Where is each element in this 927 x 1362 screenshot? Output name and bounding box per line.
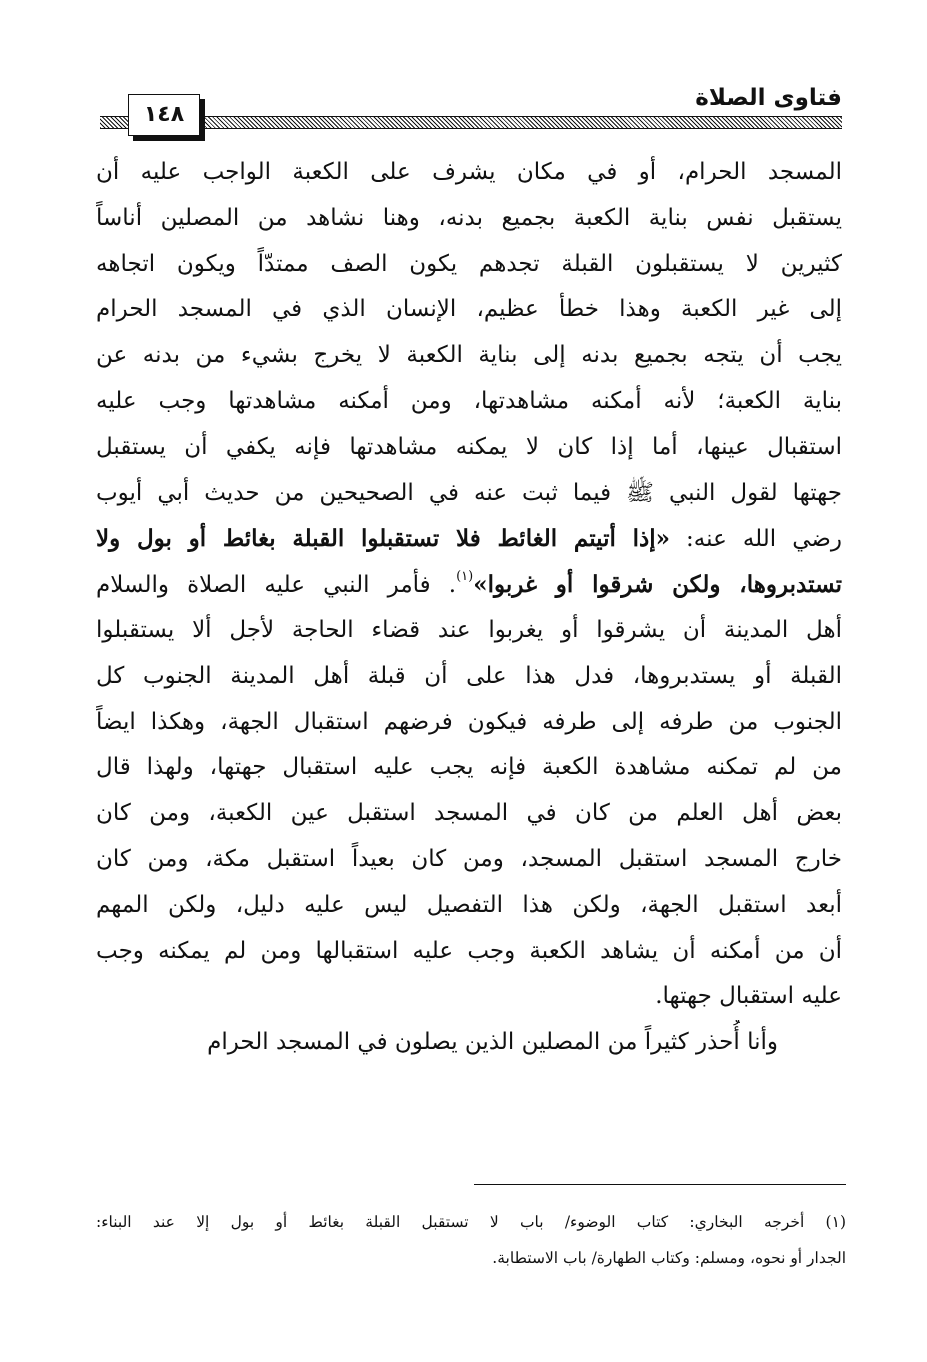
text-line: خارج المسجد استقبل المسجد، ومن كان بعيداً استقبل مكة، ومن كان bbox=[96, 845, 842, 872]
text-line: كثيرين لا يستقبلون القبلة تجدهم يكون الصف ممتدّاً ويكون اتجاهه bbox=[96, 250, 842, 277]
text-line: عليه استقبال جهتها. bbox=[655, 983, 842, 1010]
text-line: أهل المدينة أن يشرقوا أو يغربوا عند قضاء الحاجة لأجل ألا يستقبلوا bbox=[96, 616, 842, 643]
text-line: أن من أمكنه أن يشاهد الكعبة وجب عليه استقبالها ومن لم يمكنه وجب bbox=[96, 937, 842, 964]
text-line-hadith-start bbox=[96, 516, 842, 562]
text-line: إلى غير الكعبة وهذا خطأ عظيم، الإنسان الذي في المسجد الحرام bbox=[96, 296, 842, 323]
header-title: فتاوى الصلاة bbox=[687, 82, 842, 114]
text-segment: . فأمر النبي عليه الصلاة والسلام bbox=[96, 572, 457, 599]
text-line: من لم تمكنه مشاهدة الكعبة فإنه يجب عليه استقبال جهتها، ولهذا قال bbox=[96, 754, 842, 781]
text-line: بناية الكعبة؛ لأنه أمكنه مشاهدتها، ومن أمكنه مشاهدتها وجب عليه bbox=[96, 387, 842, 414]
text-line: جهتها لقول النبي ﷺ فيما ثبت عنه في الصحيحين من حديث أبي أيوب bbox=[96, 479, 842, 506]
text-line-hadith-end bbox=[96, 562, 842, 608]
body-text bbox=[96, 150, 842, 1066]
text-line-paragraph-start: وأنا أُحذر كثيراً من المصلين الذين يصلون في المسجد الحرام bbox=[207, 1029, 778, 1056]
footnote-reference[interactable]: (١) bbox=[456, 569, 474, 585]
footnote-separator bbox=[474, 1184, 846, 1185]
text-line: القبلة أو يستدبروها، فدل هذا على أن قبلة أهل المدينة الجنوب كل bbox=[96, 662, 842, 689]
running-header bbox=[94, 82, 842, 138]
footnote-line: الجدار أو نحوه، ومسلم: وكتاب الطهارة/ باب الاستطابة. bbox=[492, 1249, 846, 1267]
hadith-quote: تستدبروها، ولكن شرقوا أو غربوا» bbox=[473, 571, 842, 599]
footnote-line: (١) أخرجه البخاري: كتاب الوضوء/ باب لا تستقبل القبلة بغائط أو بول إلا عند البناء: bbox=[96, 1213, 846, 1231]
text-line: أبعد استقبل الجهة، ولكن هذا التفصيل ليس عليه دليل، ولكن المهم bbox=[96, 891, 842, 918]
footnote bbox=[96, 1204, 846, 1276]
text-segment: رضي الله عنه: bbox=[670, 526, 842, 553]
page-number: ١٤٨ bbox=[143, 102, 185, 127]
text-line: الجنوب من طرفه إلى طرفه فيكون فرضهم استقبال الجهة، وهكذا ايضاً bbox=[96, 708, 842, 735]
text-line: يجب أن يتجه بجميع بدنه إلى بناية الكعبة لا يخرج بشيء من بدنه عن bbox=[96, 342, 842, 369]
text-line: استقبال عينها، أما إذا كان لا يمكنه مشاهدتها فإنه يكفي أن يستقبل bbox=[96, 433, 842, 460]
hadith-quote: «إذا أتيتم الغائط فلا تستقبلوا القبلة بغائط أو بول ولا bbox=[96, 525, 671, 553]
header-ornament-bar bbox=[100, 116, 842, 129]
text-line: بعض أهل العلم من كان في المسجد استقبل عين الكعبة، ومن كان bbox=[96, 800, 842, 827]
page-number-box bbox=[128, 94, 200, 136]
text-line: المسجد الحرام، أو في مكان يشرف على الكعبة الواجب عليه أن bbox=[96, 159, 842, 185]
text-line: يستقبل نفس بناية الكعبة بجميع بدنه، وهنا نشاهد من المصلين أناساً bbox=[96, 204, 842, 231]
